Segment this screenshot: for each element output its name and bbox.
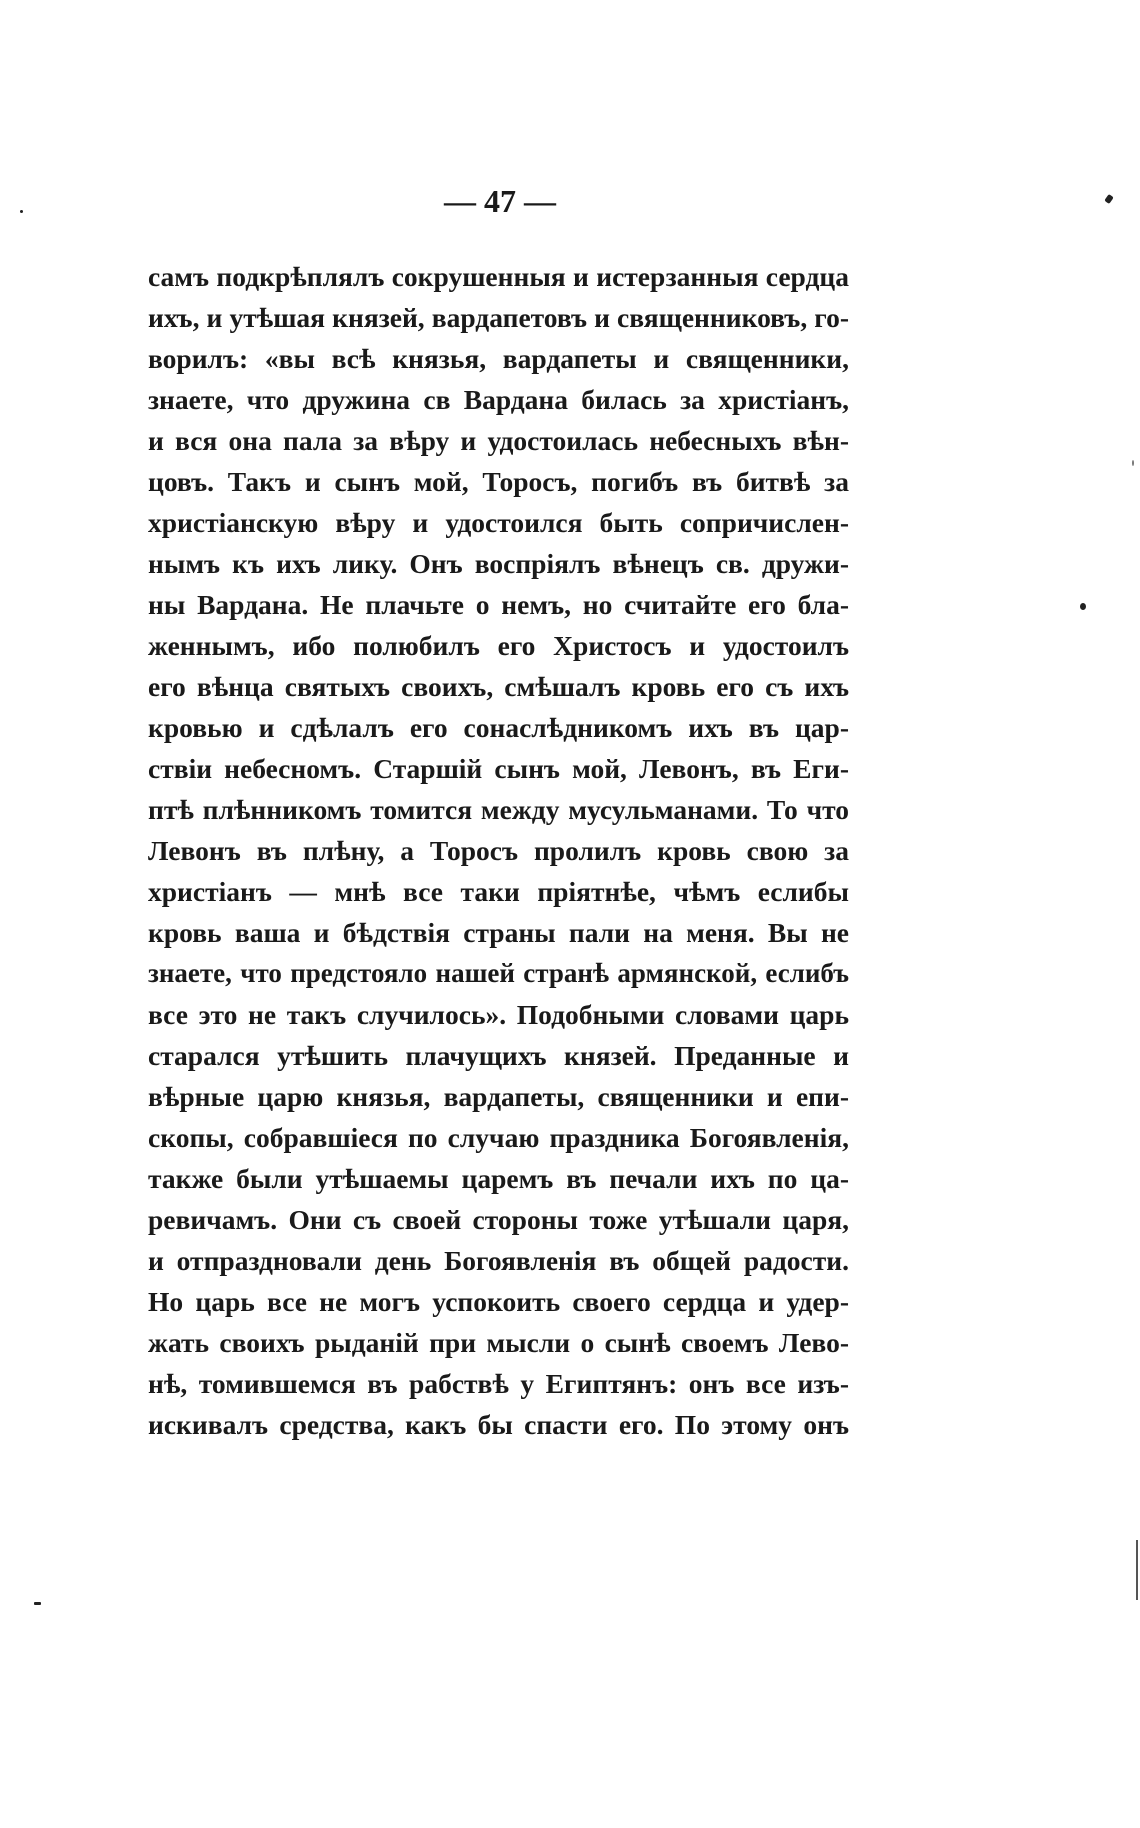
- text-line: ны Вардана. Не плачьте о немъ, но считайте его бла-: [148, 589, 849, 620]
- text-line: знаете, что предстояло нашей странѣ армянской, еслибъ: [148, 958, 849, 988]
- text-line: ревичамъ. Они съ своей стороны тоже утѣшали царя,: [148, 1204, 849, 1235]
- text-line: скопы, собравшіеся по случаю праздника Богоявленія,: [148, 1122, 849, 1153]
- scan-edge-mark: [1136, 1540, 1138, 1600]
- scan-speck: [34, 1602, 41, 1605]
- text-line: кровью и сдѣлалъ его сонаслѣдникомъ ихъ въ цар-: [148, 712, 849, 743]
- scan-speck: [20, 210, 23, 213]
- scan-speck: [1132, 460, 1134, 466]
- text-line: его вѣнца святыхъ своихъ, смѣшалъ кровь его съ ихъ: [148, 671, 849, 702]
- text-line: и вся она пала за вѣру и удостоилась небесныхъ вѣн-: [148, 425, 849, 456]
- text-line: птѣ плѣнникомъ томится между мусульманами. То что: [148, 794, 849, 825]
- text-line: все это не такъ случилось». Подобными словами царь: [148, 999, 849, 1030]
- scan-speck: [1080, 603, 1086, 610]
- text-line: ствіи небесномъ. Старшій сынъ мой, Левонъ, въ Еги-: [148, 753, 849, 784]
- text-line: также были утѣшаемы царемъ въ печали ихъ по ца-: [148, 1163, 849, 1194]
- text-line: ворилъ: «вы всѣ князья, вардапеты и священники,: [148, 343, 849, 374]
- text-line: христіанскую вѣру и удостоился быть сопричислен-: [148, 507, 849, 538]
- text-line: женнымъ, ибо полюбилъ его Христосъ и удостоилъ: [148, 630, 849, 661]
- scan-speck: [1104, 194, 1114, 204]
- text-line: жать своихъ рыданій при мысли о сынѣ своемъ Лево-: [148, 1327, 849, 1358]
- text-line: цовъ. Такъ и сынъ мой, Торосъ, погибъ въ битвѣ за: [148, 466, 849, 497]
- body-text: [148, 256, 849, 1445]
- text-line: Левонъ въ плѣну, а Торосъ пролилъ кровь свою за: [148, 835, 849, 866]
- text-line: нѣ, томившемся въ рабствѣ у Египтянъ: онъ все изъ-: [148, 1368, 849, 1399]
- text-line: Но царь все не могъ успокоить своего сердца и удер-: [148, 1286, 849, 1317]
- text-line: и отпраздновали день Богоявленія въ общей радости.: [148, 1245, 849, 1276]
- text-line: самъ подкрѣплялъ сокрушенныя и истерзанныя сердца: [148, 261, 849, 292]
- text-line: вѣрные царю князья, вардапеты, священники и епи-: [148, 1081, 849, 1112]
- text-line: искивалъ средства, какъ бы спасти его. По этому онъ: [148, 1409, 849, 1440]
- text-line: ихъ, и утѣшая князей, вардапетовъ и священниковъ, го-: [148, 302, 849, 333]
- text-line: нымъ къ ихъ лику. Онъ воспріялъ вѣнецъ св. дружи-: [148, 548, 849, 579]
- text-line: знаете, что дружина св Вардана билась за христіанъ,: [148, 384, 849, 415]
- page-number: — 47 —: [444, 183, 556, 219]
- text-line: старался утѣшить плачущихъ князей. Преданные и: [148, 1040, 849, 1071]
- text-line: христіанъ — мнѣ все таки пріятнѣе, чѣмъ еслибы: [148, 876, 849, 907]
- text-line: кровь ваша и бѣдствія страны пали на меня. Вы не: [148, 917, 849, 948]
